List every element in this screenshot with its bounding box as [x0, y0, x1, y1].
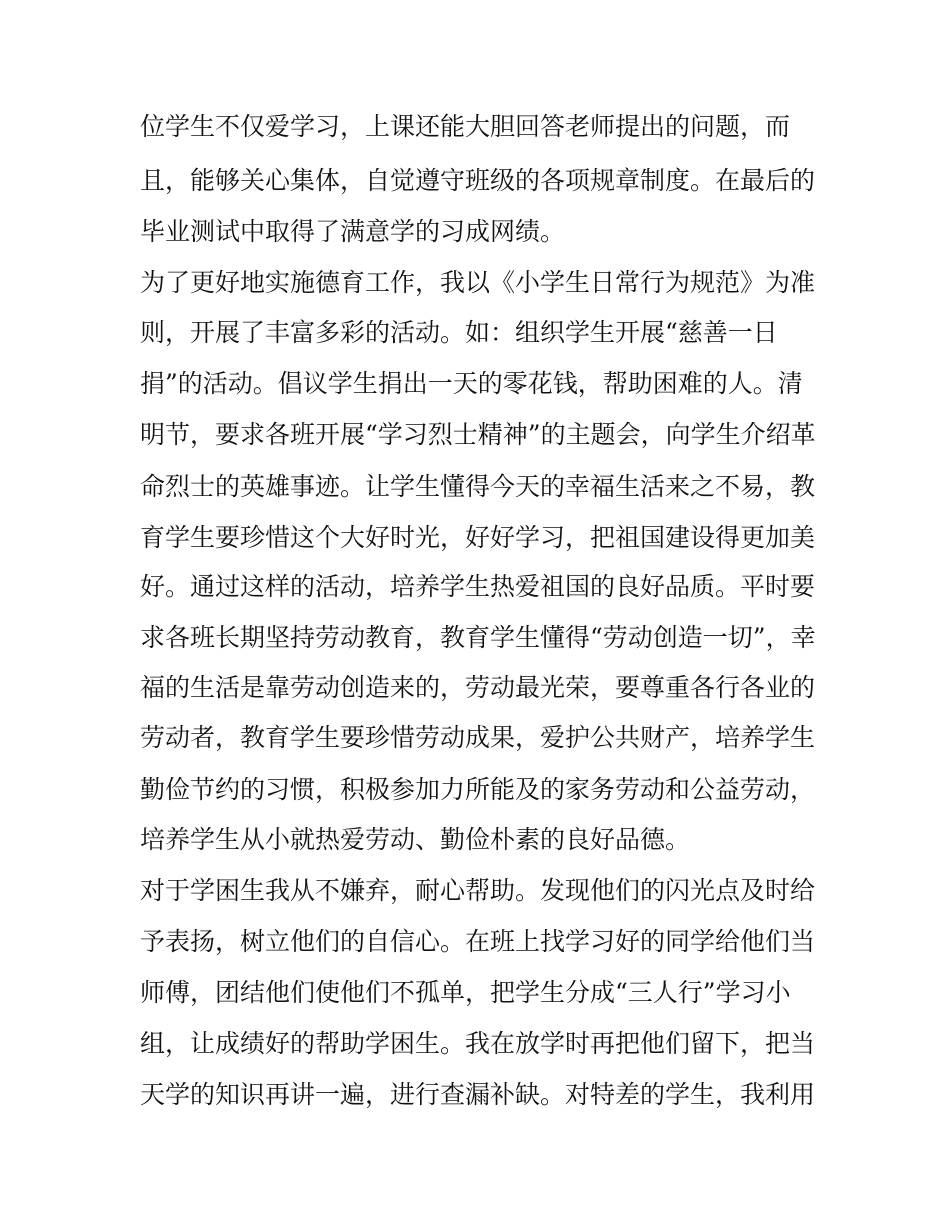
text-line: 劳动者，教育学生要珍惜劳动成果，爱护公共财产，培养学生 [140, 723, 816, 752]
text-line: 则，开展了丰富多彩的活动。如：组织学生开展“慈善一日 [140, 318, 778, 347]
text-line: 好。通过这样的活动，培养学生热爱祖国的良好品质。平时要 [140, 572, 816, 601]
text-line: 位学生不仅爱学习，上课还能大胆回答老师提出的问题，而 [140, 112, 791, 141]
text-line: 求各班长期坚持劳动教育，教育学生懂得“劳动创造一切”，幸 [140, 623, 816, 652]
text-line: 毕业测试中取得了满意学的习成网绩。 [140, 217, 566, 246]
text-line: 对于学困生我从不嫌弃，耐心帮助。发现他们的闪光点及时给 [140, 876, 816, 905]
text-line: 组，让成绩好的帮助学困生。我在放学时再把他们留下，把当 [140, 1029, 816, 1058]
text-line: 天学的知识再讲一遍，进行查漏补缺。对特差的学生，我利用 [140, 1080, 816, 1109]
text-line: 明节，要求各班开展“学习烈士精神”的主题会，向学生介绍革 [140, 420, 816, 449]
text-line: 育学生要珍惜这个大好时光，好好学习，把祖国建设得更加美 [140, 523, 816, 552]
text-line: 为了更好地实施德育工作，我以《小学生日常行为规范》为准 [140, 268, 816, 297]
text-line: 予表扬，树立他们的自信心。在班上找学习好的同学给他们当 [140, 927, 816, 956]
text-line: 福的生活是靠劳动创造来的，劳动最光荣，要尊重各行各业的 [140, 673, 816, 702]
text-line: 且，能够关心集体，自觉遵守班级的各项规章制度。在最后的 [140, 166, 816, 195]
text-line: 培养学生从小就热爱劳动、勤俭朴素的良好品德。 [140, 825, 691, 854]
text-line: 师傅，团结他们使他们不孤单，把学生分成“三人行”学习小 [140, 978, 791, 1007]
text-line: 命烈士的英雄事迹。让学生懂得今天的幸福生活来之不易，教 [140, 472, 816, 501]
text-line: 勤俭节约的习惯，积极参加力所能及的家务劳动和公益劳动， [140, 775, 816, 804]
text-line: 捐”的活动。倡议学生捐出一天的零花钱，帮助困难的人。清 [140, 369, 803, 398]
